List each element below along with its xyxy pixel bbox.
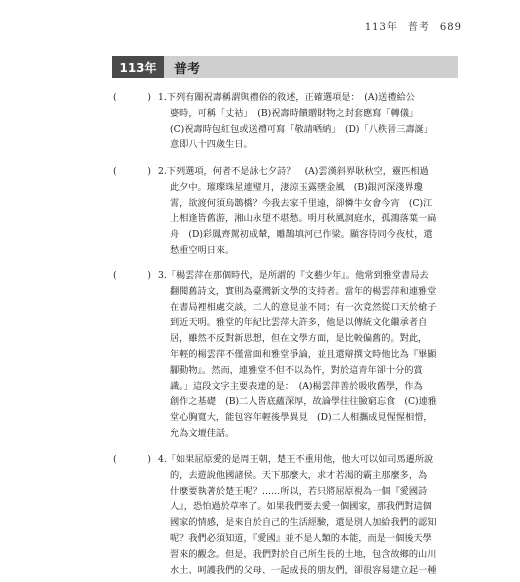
question-line: 居，雖然不反對新思想，但在文學方面，是比較偏舊的。對此， xyxy=(170,333,428,345)
page-number: 689 xyxy=(439,22,462,33)
question-line: 腳動物』。然而，連雅堂不但不以為忤，對於這青年卻十分的賞 xyxy=(170,364,423,376)
answer-bracket[interactable]: ( ) xyxy=(113,270,151,281)
question-text xyxy=(158,452,458,578)
question-line: 愁重空明日來。 xyxy=(170,244,235,256)
question-line: 國家的情感，是來自於自己的生活經驗，還是別人加給我們的認知 xyxy=(170,517,437,529)
question-line: 意即八十四歲生日。 xyxy=(170,139,253,151)
question-line: 人』，恐怕過於草率了。如果我們要去愛一個國家，那我們對這個 xyxy=(170,501,432,513)
page-header xyxy=(355,18,462,33)
question-line: 翻閱舊詩文，實則為臺灣新文學的支持者。當年的楊雲萍和連雅堂 xyxy=(170,285,437,297)
question-2 xyxy=(0,164,520,268)
question-text xyxy=(158,164,458,259)
banner-year-tag: 113年 xyxy=(112,56,164,78)
question-1 xyxy=(0,90,520,164)
question-line: 3.「楊雲萍在那個時代，是所謂的『文藝少年』。他常到雅堂書局去 xyxy=(158,270,429,281)
question-line: 4.「如果屈原愛的是周王朝，楚王不重用他，他大可以如司馬遷所說 xyxy=(158,454,434,465)
question-text xyxy=(158,268,458,442)
answer-bracket[interactable]: ( ) xyxy=(113,92,151,103)
question-line: 婆時，可稱「丈祜」 (B)祝壽時饋贈財物之封套應寫「轉儀」 xyxy=(170,107,419,119)
question-line: 堂心胸寬大，能包容年輕後學異見 (D)二人相攜成見惺惺相惜， xyxy=(170,412,433,424)
question-list xyxy=(0,90,520,582)
answer-bracket[interactable]: ( ) xyxy=(113,166,151,177)
question-line: 什麼要執著於楚王呢？……所以，若只將屈原視為一個『愛國詩 xyxy=(170,485,428,497)
question-line: 1.下列有關祝壽稱謂與禮俗的敘述，正確選項是： (A)送禮給公 xyxy=(158,92,415,103)
question-line: 上相逢皆舊游，湘山永望不堪愁。明月秋風洞庭水，孤鴻落葉一扁 xyxy=(170,213,437,225)
question-line: 此夕中。璀璨珠星連璧月，淒涼玉露墜金風 (B)銀河深淺界瓊 xyxy=(170,181,423,193)
banner-title: 普考 xyxy=(174,61,201,77)
question-line: (C)祝壽時包紅包或送禮可寫「敬請哂納」 (D)「八秩晉三壽誕」 xyxy=(170,123,434,135)
header-category: 普考 xyxy=(407,22,430,33)
question-line: 呢？我們必須知道，『愛國』並不是人類的本能，而是一個後天學 xyxy=(170,532,432,544)
question-line: 年輕的楊雲萍不僅當面和雅堂爭論，並且還辯撰文時他比為『畢顯 xyxy=(170,348,437,360)
question-line: 創作之基礎 (B)二人皆底蘊深厚，故論學往往臉窮忘食 (C)連雅 xyxy=(170,396,437,408)
question-line: 在書局裡相處交談，二人的意見並不同；有一次竟然從口天於槍子 xyxy=(170,301,437,313)
question-line: 2.下列選項，何者不是詠七夕詩？ (A)雲漢斜界耿秋空，靈匹相過 xyxy=(158,166,429,177)
question-line: 識。」這段文字主要表達的是： (A)楊雲萍善於吸收舊學，作為 xyxy=(170,380,423,392)
section-banner xyxy=(112,56,458,78)
question-line: 習來的觀念。但是，我們對於自己所生長的土地，包含故鄉的山川 xyxy=(170,548,437,560)
question-line: 的，去遊說他國諸侯。天下那麼大，求才若渴的霸主那麼多，為 xyxy=(170,469,428,481)
question-line: 舟 (D)彩鳳齊駕初成輦，雕鵲填河已作梁。顯容待同今夜杖，還 xyxy=(170,229,433,241)
question-text xyxy=(158,90,458,153)
question-line: 允為文壇佳話。 xyxy=(170,427,235,439)
question-line: 水土、呵護我們的父母、一起成長的朋友們，卻很容易建立起一種 xyxy=(170,564,437,576)
question-line: 霄，欲渡何須烏鵲橋？今我去家千里遠，卻憐牛女會今宵 (C)江 xyxy=(170,197,433,209)
question-4 xyxy=(0,452,520,582)
answer-bracket[interactable]: ( ) xyxy=(113,454,151,465)
header-year: 113年 xyxy=(364,22,398,33)
question-line: 到近天明。雅堂的年紀比雲萍大許多，他是以傳統文化繼承者自 xyxy=(170,317,428,329)
question-3 xyxy=(0,268,520,452)
